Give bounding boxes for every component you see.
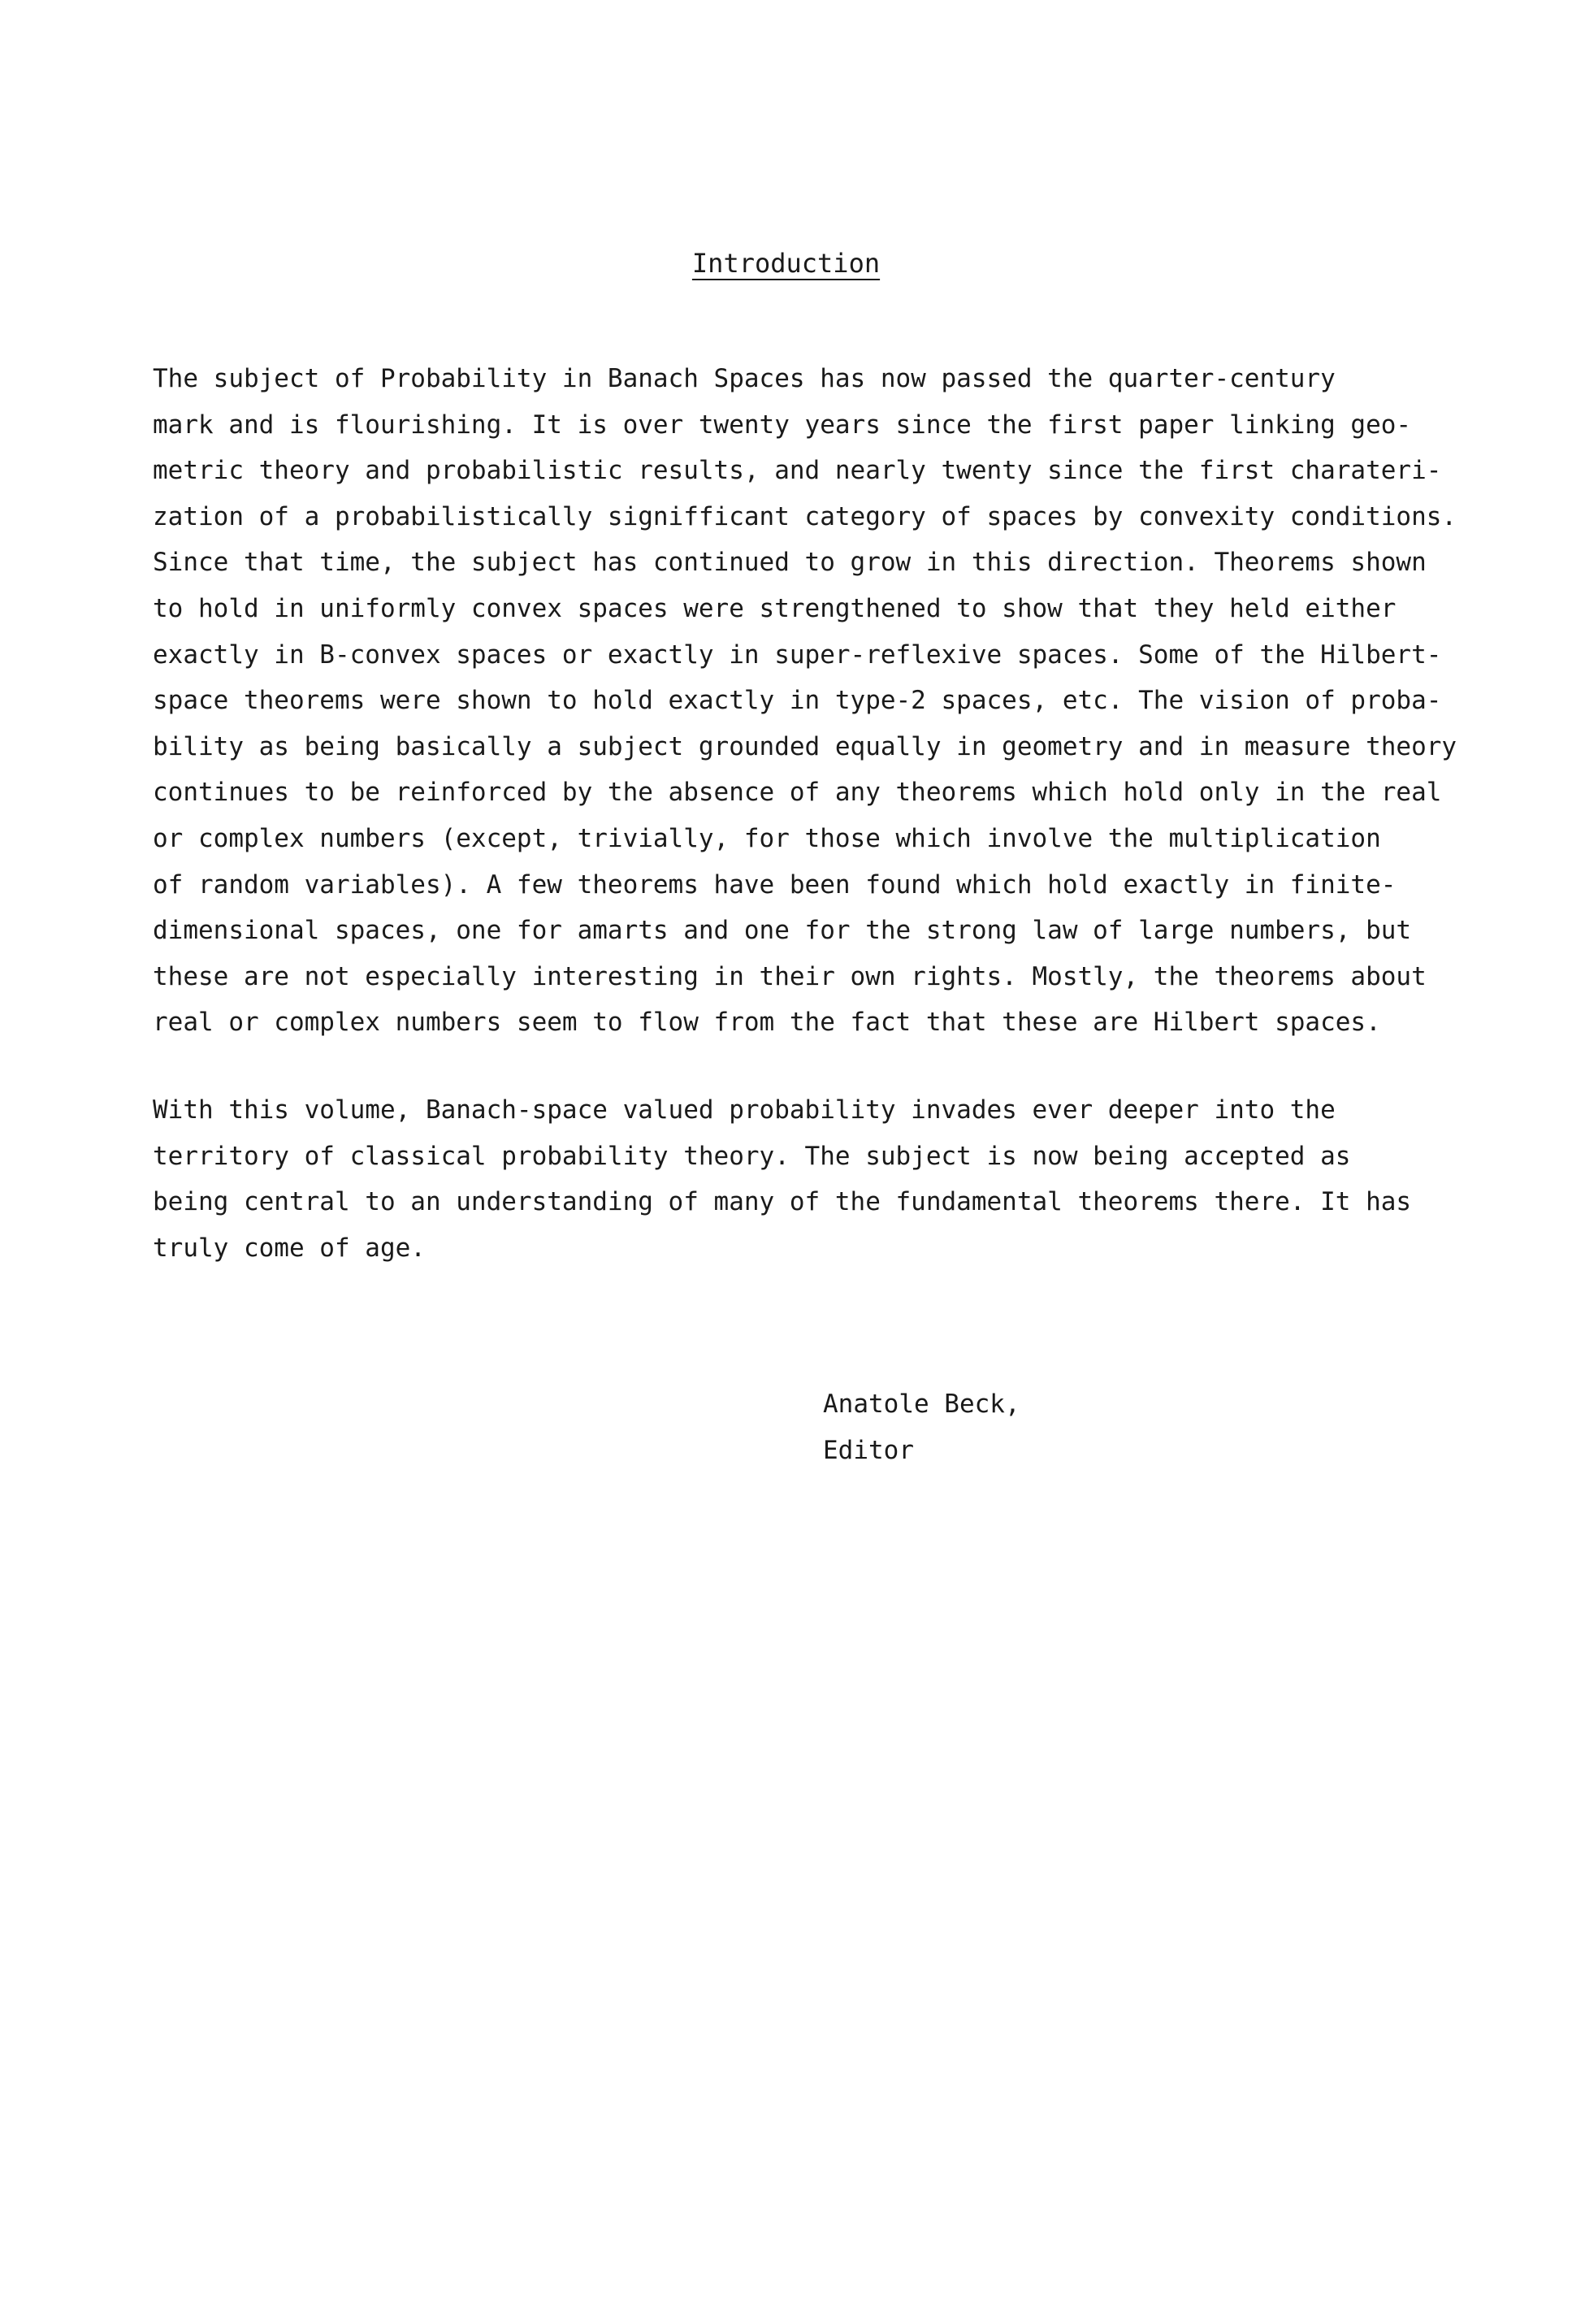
text-line: With this volume, Banach-space valued probability invades ever deeper into the bbox=[153, 1095, 1336, 1125]
text-line: of random variables). A few theorems have been found which hold exactly in finite- bbox=[153, 869, 1397, 900]
title-text: Introduction bbox=[691, 248, 881, 279]
text-line: truly come of age. bbox=[153, 1233, 426, 1263]
text-line: Since that time, the subject has continued to grow in this direction. Theorems shown bbox=[153, 548, 1427, 578]
text-line: mark and is flourishing. It is over twenty years since the first paper linking geo- bbox=[153, 410, 1412, 440]
text-line: these are not especially interesting in their own rights. Mostly, the theorems about bbox=[153, 961, 1427, 991]
text-line: dimensional spaces, one for amarts and one for the strong law of large numbers, but bbox=[153, 916, 1412, 946]
text-line: bility as being basically a subject grounded equally in geometry and in measure theory bbox=[153, 731, 1457, 761]
paragraph-1 bbox=[153, 356, 1485, 1046]
text-line: zation of a probabilistically signifficant category of spaces by convexity conditions. bbox=[153, 501, 1457, 531]
text-line: real or complex numbers seem to flow from the fact that these are Hilbert spaces. bbox=[153, 1008, 1381, 1038]
text-line: metric theory and probabilistic results, and nearly twenty since the first charateri- bbox=[153, 456, 1442, 486]
signature-name: Anatole Beck, bbox=[823, 1390, 1020, 1419]
text-line: being central to an understanding of many of the fundamental theorems there. It has bbox=[153, 1187, 1412, 1217]
text-line: space theorems were shown to hold exactly in type-2 spaces, etc. The vision of proba- bbox=[153, 686, 1442, 716]
page-title bbox=[0, 244, 1572, 283]
paragraph-2 bbox=[153, 1087, 1485, 1271]
text-line: exactly in B-convex spaces or exactly in super-reflexive spaces. Some of the Hilbert- bbox=[153, 640, 1442, 670]
signature-block bbox=[823, 1381, 1020, 1473]
signature-role: Editor bbox=[823, 1435, 914, 1465]
text-line: territory of classical probability theory. The subject is now being accepted as bbox=[153, 1141, 1351, 1171]
text-line: continues to be reinforced by the absence of any theorems which hold only in the real bbox=[153, 778, 1442, 808]
text-line: or complex numbers (except, trivially, for those which involve the multiplication bbox=[153, 823, 1381, 853]
text-line: to hold in uniformly convex spaces were strengthened to show that they held either bbox=[153, 593, 1397, 623]
text-line: The subject of Probability in Banach Spaces has now passed the quarter-century bbox=[153, 364, 1336, 393]
